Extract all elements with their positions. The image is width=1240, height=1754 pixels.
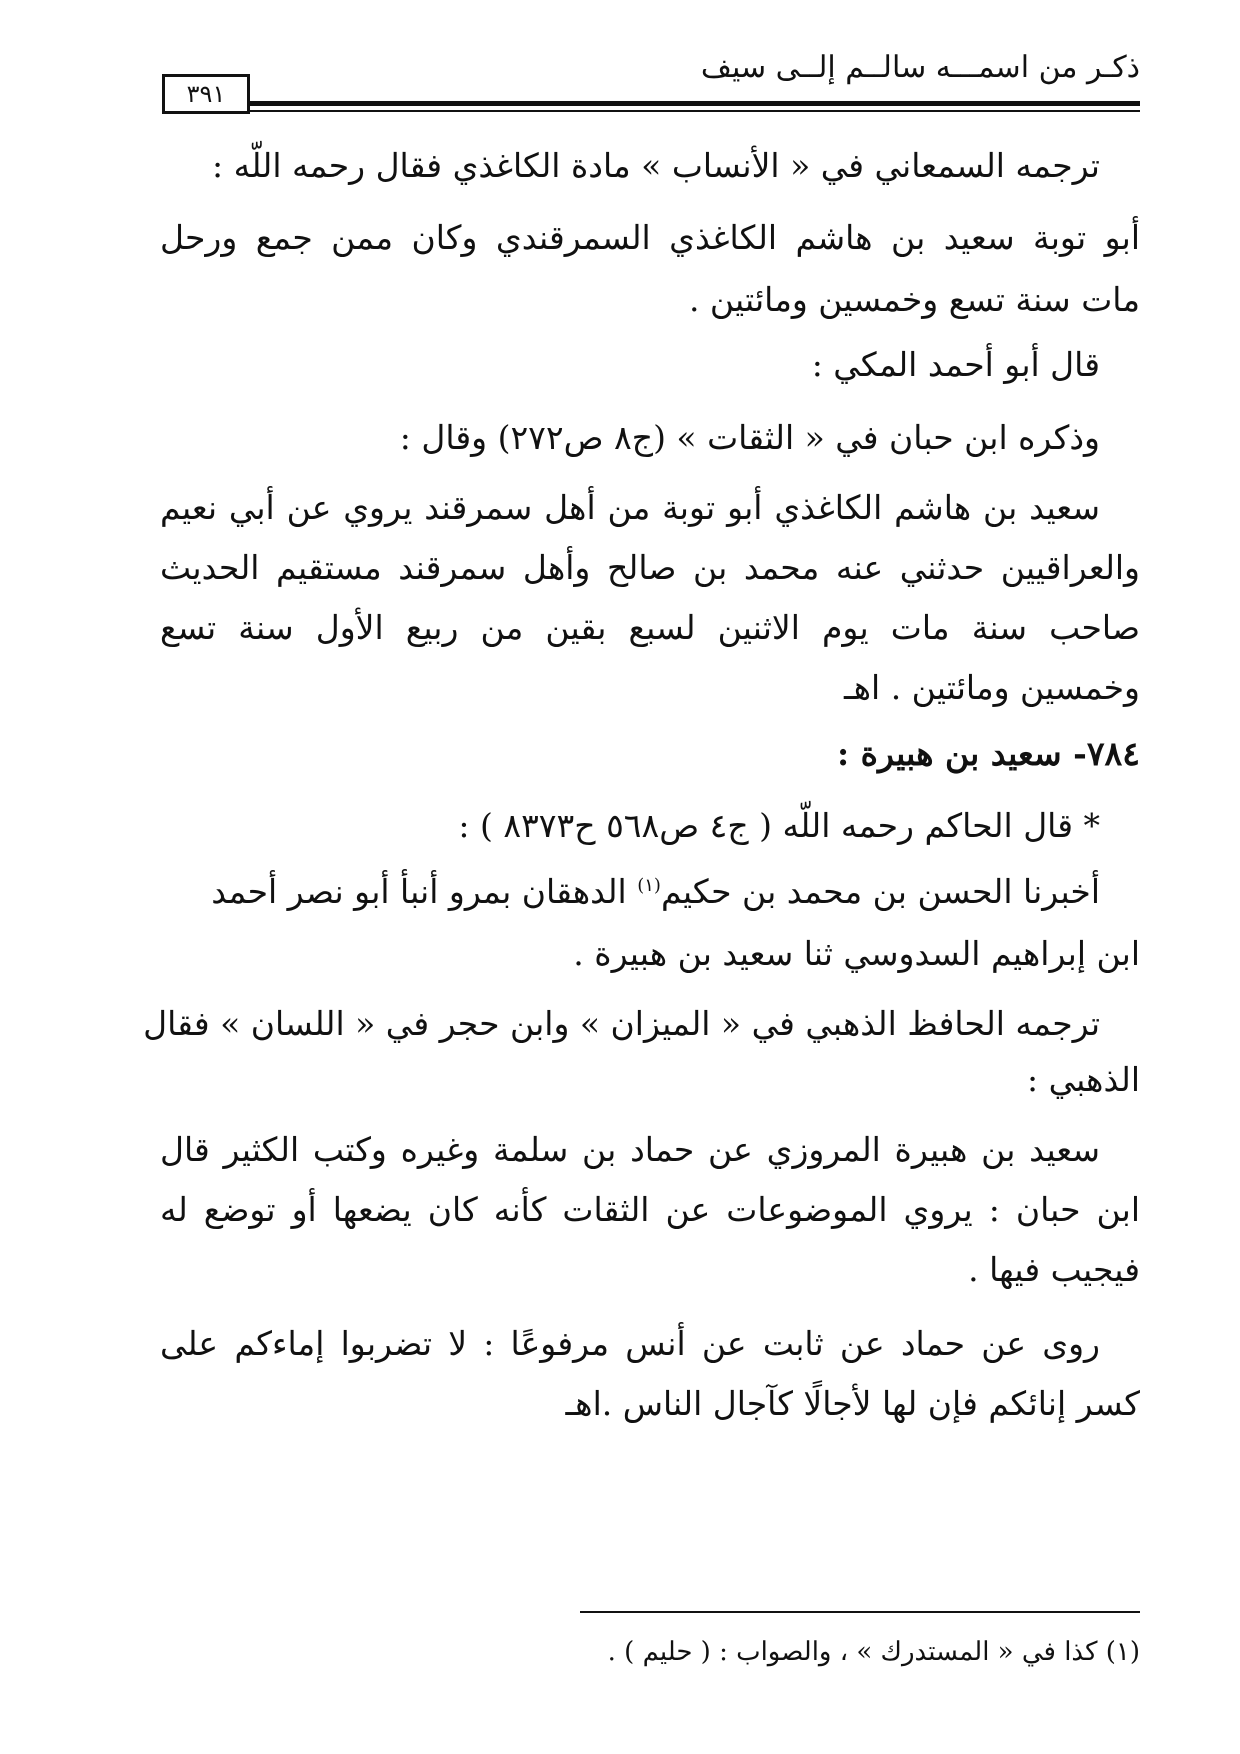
text-line: صاحب سنة مات يوم الاثنين لسبع بقين من ربيع الأول سنة تسع (160, 608, 1140, 647)
footnote-ref: (١) (637, 875, 661, 896)
text-line (211, 860, 1100, 918)
text-line: روى عن حماد عن ثابت عن أنس مرفوعًا : لا تضربوا إماءكم على (160, 1324, 1100, 1363)
text-line: * قال الحاكم رحمه اللّه ( ج٤ ص٥٦٨ ح٨٣٧٣ ) : (458, 806, 1100, 845)
header-rule-thin (250, 110, 1140, 112)
header-rule (250, 101, 1140, 106)
running-title: ذكـر من اسمـــه سالــم إلــى سيف (700, 50, 1140, 85)
footnote: (١) كذا في « المستدرك » ، والصواب : ( حليم ) . (607, 1637, 1140, 1667)
text-line: كسر إنائكم فإن لها لأجالًا كآجال الناس .اهـ (565, 1384, 1140, 1423)
text-line: سعيد بن هبيرة المروزي عن حماد بن سلمة وغيره وكتب الكثير قال (160, 1130, 1100, 1169)
text-line: أبو توبة سعيد بن هاشم الكاغذي السمرقندي وكان ممن جمع ورحل (160, 218, 1140, 257)
page-number: ٣٩١ (162, 74, 250, 114)
text-line: ترجمه الحافظ الذهبي في « الميزان » وابن حجر في « اللسان » فقال (143, 1004, 1100, 1043)
text-line: فيجيب فيها . (968, 1250, 1140, 1289)
text-line: ترجمه السمعاني في « الأنساب » مادة الكاغذي فقال رحمه اللّه : (212, 146, 1100, 185)
text-line: وخمسين ومائتين . اهـ (843, 668, 1140, 707)
text-line: ابن إبراهيم السدوسي ثنا سعيد بن هبيرة . (573, 934, 1140, 973)
entry-heading: ٧٨٤- سعيد بن هبيرة : (837, 734, 1140, 773)
text-line: ابن حبان : يروي الموضوعات عن الثقات كأنه كان يضعها أو توضع له (160, 1190, 1140, 1229)
footnote-rule (580, 1611, 1140, 1613)
text-line: قال أبو أحمد المكي : (811, 345, 1100, 384)
text-line: والعراقيين حدثني عنه محمد بن صالح وأهل سمرقند مستقيم الحديث (160, 548, 1140, 587)
text-line: وذكره ابن حبان في « الثقات » (ج٨ ص٢٧٢) وقال : (399, 418, 1100, 457)
text-segment: الدهقان بمرو أنبأ أبو نصر أحمد (211, 872, 627, 911)
text-line: سعيد بن هاشم الكاغذي أبو توبة من أهل سمرقند يروي عن أبي نعيم (160, 488, 1100, 527)
text-line: مات سنة تسع وخمسين ومائتين . (688, 280, 1140, 319)
text-segment: أخبرنا الحسن بن محمد بن حكيم (660, 872, 1100, 911)
text-line: الذهبي : (1026, 1060, 1140, 1099)
